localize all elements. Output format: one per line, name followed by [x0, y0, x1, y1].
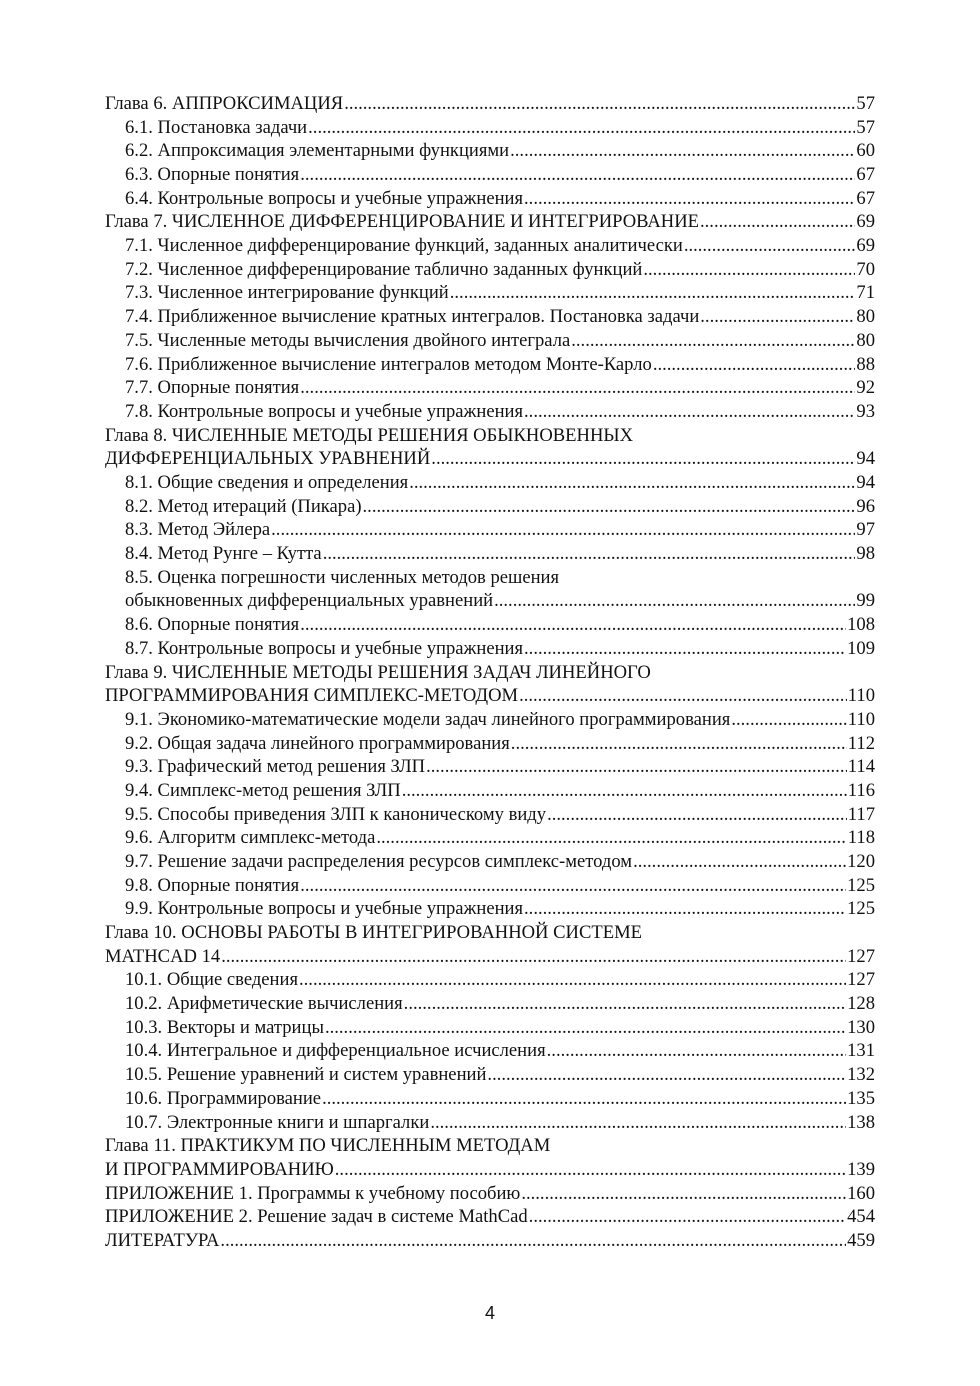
toc-entry-title: 9.5. Способы приведения ЗЛП к каноническому виду [125, 803, 547, 825]
toc-entry-page: 116 [847, 779, 875, 801]
toc-entry-section [105, 1016, 875, 1040]
toc-entry-section [105, 803, 875, 827]
toc-entry-page: 80 [856, 329, 875, 351]
toc-entry-section [105, 992, 875, 1016]
toc-entry-title: ПРИЛОЖЕНИЕ 2. Решение задач в системе MathCad [105, 1206, 528, 1228]
dot-leader [529, 1205, 846, 1229]
toc-entry-title: 10.7. Электронные книги и шпаргалки [125, 1111, 430, 1133]
toc-entry-page: 57 [856, 116, 875, 138]
toc-entry-title: 7.5. Численные методы вычисления двойного интеграла [125, 329, 571, 351]
dot-leader [299, 968, 846, 992]
dot-leader [524, 637, 846, 661]
dot-leader [300, 613, 846, 637]
toc-entry-title: И ПРОГРАММИРОВАНИЮ [105, 1158, 334, 1180]
toc-entry-section [105, 139, 875, 163]
dot-leader [335, 1158, 846, 1182]
dot-leader [344, 92, 855, 116]
dot-leader [300, 163, 855, 187]
toc-entry-title: 10.2. Арифметические вычисления [125, 993, 403, 1015]
dot-leader [363, 495, 856, 519]
toc-entry-page: 120 [847, 850, 875, 872]
dot-leader [221, 945, 846, 969]
toc-entry-page: 127 [847, 969, 875, 991]
dot-leader [487, 1063, 846, 1087]
toc-entry-section [105, 376, 875, 400]
toc-entry-section [105, 258, 875, 282]
toc-entry-page: 114 [847, 756, 875, 778]
toc-entry-title: 9.4. Симплекс-метод решения ЗЛП [125, 779, 401, 801]
toc-entry-section [105, 755, 875, 779]
toc-entry-page: 57 [856, 92, 875, 114]
toc-entry-title: 8.7. Контрольные вопросы и учебные упражнения [125, 637, 524, 659]
toc-entry-page: 131 [847, 1040, 875, 1062]
toc-entry-title: 6.2. Аппроксимация элементарными функциями [125, 140, 510, 162]
toc-entry-title: 8.3. Метод Эйлера [125, 519, 271, 541]
toc-entry-page: 69 [856, 211, 875, 233]
toc-entry-title: 8.2. Метод итераций (Пикара) [125, 495, 362, 517]
toc-entry-appendix [105, 1205, 875, 1229]
toc-entry-title: 9.8. Опорные понятия [125, 874, 300, 896]
toc-entry-page: 138 [847, 1111, 875, 1133]
toc-entry-title: ПРИЛОЖЕНИЕ 1. Программы к учебному пособию [105, 1182, 521, 1204]
toc-entry-section [105, 968, 875, 992]
toc-entry-page: 96 [856, 495, 875, 517]
toc-entry-chapter [105, 210, 875, 234]
toc-entry-chapter [105, 945, 875, 969]
toc-entry-title: 7.4. Приближенное вычисление кратных интегралов. Постановка задачи [125, 306, 700, 328]
toc-entry-title: 6.3. Опорные понятия [125, 164, 300, 186]
toc-entry-page: 132 [847, 1064, 875, 1086]
toc-entry-section [105, 495, 875, 519]
toc-entry-page: 88 [856, 353, 875, 375]
toc-entry-title: 9.9. Контрольные вопросы и учебные упражнения [125, 898, 524, 920]
toc-entry-section [105, 234, 875, 258]
toc-entry-title: 9.6. Алгоритм симплекс-метода [125, 827, 376, 849]
toc-entry-title: 9.7. Решение задачи распределения ресурсов симплекс-методом [125, 850, 633, 872]
toc-entry-page: 70 [856, 258, 875, 280]
dot-leader [524, 897, 846, 921]
toc-entry-page: 98 [856, 543, 875, 565]
toc-entry-section [105, 282, 875, 306]
dot-leader [322, 1087, 846, 1111]
toc-entry-title: Глава 7. ЧИСЛЕННОЕ ДИФФЕРЕНЦИРОВАНИЕ И ИНТЕГРИРОВАНИЕ [105, 211, 699, 233]
dot-leader [510, 139, 855, 163]
toc-entry-title-line1: 8.5. Оценка погрешности численных методов решения [125, 566, 560, 588]
toc-entry-title: MATHCAD 14 [105, 945, 221, 967]
toc-entry-page: 117 [847, 803, 875, 825]
toc-entry-title: 10.4. Интегральное и дифференциальное исчисления [125, 1040, 546, 1062]
toc-entry-page: 69 [856, 235, 875, 257]
toc-entry-chapter [105, 684, 875, 708]
dot-leader [521, 1182, 846, 1206]
toc-entry-title: 7.3. Численное интегрирование функций [125, 282, 449, 304]
dot-leader [731, 708, 846, 732]
toc-entry-page: 60 [856, 140, 875, 162]
dot-leader [431, 447, 855, 471]
toc-entry-title: 6.4. Контрольные вопросы и учебные упражнения [125, 187, 524, 209]
dot-leader [308, 116, 855, 140]
dot-leader [494, 589, 855, 613]
dot-leader [653, 353, 856, 377]
toc-entry-title: 9.3. Графический метод решения ЗЛП [125, 756, 426, 778]
dot-leader [700, 305, 855, 329]
toc-entry-section [105, 637, 875, 661]
toc-entry-section [105, 732, 875, 756]
toc-entry-title: Глава 6. АППРОКСИМАЦИЯ [105, 92, 344, 114]
toc-entry-section [105, 708, 875, 732]
toc-entry-title: 7.6. Приближенное вычисление интегралов методом Монте-Карло [125, 353, 652, 375]
toc-entry-page: 112 [847, 732, 875, 754]
dot-leader [300, 874, 846, 898]
toc-entry-section [105, 116, 875, 140]
toc-entry-title: обыкновенных дифференциальных уравнений [125, 590, 494, 612]
toc-entry-title: 10.5. Решение уравнений и систем уравнений [125, 1064, 487, 1086]
dot-leader [402, 779, 847, 803]
toc-entry-section [105, 613, 875, 637]
toc-entry-title: 9.2. Общая задача линейного программирования [125, 732, 510, 754]
page-number: 4 [484, 1303, 495, 1323]
dot-leader [323, 542, 856, 566]
toc-entry-page: 97 [856, 519, 875, 541]
dot-leader [547, 803, 847, 827]
dot-leader [633, 850, 846, 874]
toc-entry-title: 7.7. Опорные понятия [125, 377, 300, 399]
toc-entry-page: 71 [856, 282, 875, 304]
toc-entry-section [105, 471, 875, 495]
toc-entry-title-line1: Глава 9. ЧИСЛЕННЫЕ МЕТОДЫ РЕШЕНИЯ ЗАДАЧ ЛИНЕЙНОГО [105, 661, 651, 683]
dot-leader [430, 1111, 846, 1135]
dot-leader [325, 1016, 846, 1040]
toc-entry-title: 10.3. Векторы и матрицы [125, 1016, 324, 1038]
toc-entry-title: 8.1. Общие сведения и определения [125, 471, 409, 493]
table-of-contents [105, 92, 875, 1253]
toc-entry-title-line1: Глава 8. ЧИСЛЕННЫЕ МЕТОДЫ РЕШЕНИЯ ОБЫКНОВЕННЫХ [105, 424, 634, 446]
toc-entry-section [105, 826, 875, 850]
toc-entry-page: 454 [847, 1206, 875, 1228]
toc-entry-page: 118 [847, 827, 875, 849]
toc-entry-section [105, 897, 875, 921]
toc-entry-section [105, 353, 875, 377]
toc-entry-section [105, 779, 875, 803]
toc-entry-title: 8.6. Опорные понятия [125, 614, 300, 636]
dot-leader [404, 992, 846, 1016]
toc-entry-page: 110 [847, 685, 875, 707]
toc-entry-page: 459 [847, 1229, 875, 1251]
toc-entry-title: 10.6. Программирование [125, 1087, 322, 1109]
toc-entry-section [105, 518, 875, 542]
dot-leader [220, 1229, 846, 1253]
toc-entry-page: 110 [847, 708, 875, 730]
toc-entry-page: 92 [856, 377, 875, 399]
toc-entry-title: 8.4. Метод Рунге – Кутта [125, 543, 322, 565]
dot-leader [684, 234, 856, 258]
toc-entry-page: 94 [856, 448, 875, 470]
toc-entry-section [105, 163, 875, 187]
toc-entry-page: 125 [847, 898, 875, 920]
toc-entry-page: 130 [847, 1016, 875, 1038]
toc-entry-page: 67 [856, 187, 875, 209]
toc-entry-section [105, 1111, 875, 1135]
toc-entry-page: 94 [856, 471, 875, 493]
toc-entry-section [105, 850, 875, 874]
dot-leader [524, 400, 855, 424]
dot-leader [524, 187, 855, 211]
toc-entry-section [105, 1087, 875, 1111]
toc-entry-page: 127 [847, 945, 875, 967]
dot-leader [450, 281, 856, 305]
toc-entry-page: 67 [856, 164, 875, 186]
toc-entry-page: 109 [847, 637, 875, 659]
dot-leader [376, 826, 846, 850]
toc-entry-page: 160 [847, 1182, 875, 1204]
toc-entry-section [105, 329, 875, 353]
toc-entry-title: ЛИТЕРАТУРА [105, 1229, 220, 1251]
toc-entry-page: 139 [847, 1158, 875, 1180]
toc-entry-section [105, 1063, 875, 1087]
dot-leader [271, 518, 855, 542]
dot-leader [511, 732, 847, 756]
toc-entry-title-line1: Глава 11. ПРАКТИКУМ ПО ЧИСЛЕННЫМ МЕТОДАМ [105, 1135, 551, 1157]
toc-entry-section [105, 589, 875, 613]
toc-entry-title: 7.8. Контрольные вопросы и учебные упражнения [125, 400, 524, 422]
toc-entry-title: ПРОГРАММИРОВАНИЯ СИМПЛЕКС-МЕТОДОМ [105, 685, 519, 707]
toc-entry-title: 6.1. Постановка задачи [125, 116, 308, 138]
toc-entry-section [105, 305, 875, 329]
toc-entry-page: 80 [856, 306, 875, 328]
toc-entry-section [105, 1040, 875, 1064]
dot-leader [300, 376, 855, 400]
toc-entry-appendix [105, 1182, 875, 1206]
dot-leader [571, 329, 855, 353]
toc-entry-title: ДИФФЕРЕНЦИАЛЬНЫХ УРАВНЕНИЙ [105, 448, 431, 470]
toc-entry-title: 7.1. Численное дифференцирование функций, заданных аналитически [125, 235, 683, 257]
toc-entry-chapter [105, 1158, 875, 1182]
toc-entry-title-line1: Глава 10. ОСНОВЫ РАБОТЫ В ИНТЕГРИРОВАННОЙ СИСТЕМЕ [105, 922, 642, 944]
toc-entry-section [105, 400, 875, 424]
dot-leader [519, 684, 847, 708]
toc-entry-section [105, 874, 875, 898]
toc-entry-page: 125 [847, 874, 875, 896]
toc-entry-section [105, 187, 875, 211]
toc-entry-title: 9.1. Экономико-математические модели задач линейного программирования [125, 708, 731, 730]
toc-entry-title: 10.1. Общие сведения [125, 969, 298, 991]
toc-entry-references [105, 1229, 875, 1253]
toc-entry-chapter [105, 447, 875, 471]
toc-entry-page: 108 [847, 614, 875, 636]
toc-entry-title: 7.2. Численное дифференцирование таблично заданных функций [125, 258, 643, 280]
dot-leader [409, 471, 855, 495]
dot-leader [643, 258, 855, 282]
dot-leader [547, 1039, 846, 1063]
toc-entry-page: 93 [856, 400, 875, 422]
dot-leader [700, 210, 855, 234]
toc-entry-page: 99 [856, 590, 875, 612]
toc-entry-chapter [105, 92, 875, 116]
toc-entry-page: 128 [847, 993, 875, 1015]
dot-leader [426, 755, 847, 779]
toc-entry-section [105, 542, 875, 566]
toc-entry-page: 135 [847, 1087, 875, 1109]
